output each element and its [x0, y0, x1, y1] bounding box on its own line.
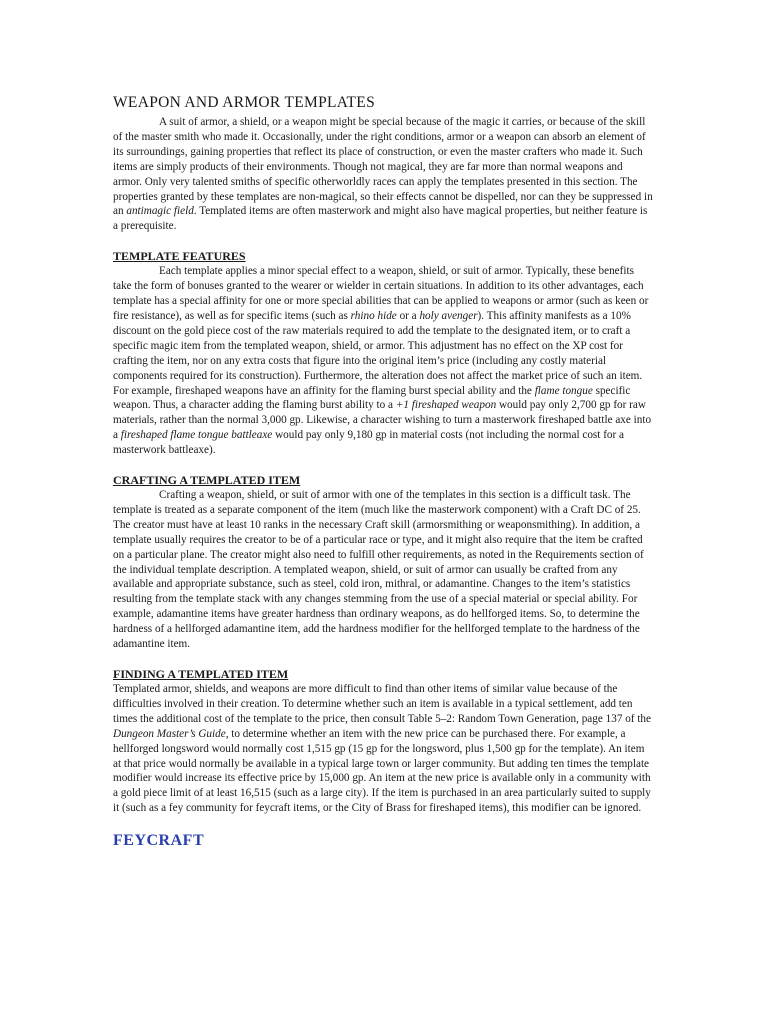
intro-text-2: . Templated items are often masterwork and might also have magical properties, but neither feature is a prerequisite. [113, 205, 648, 233]
template-features-heading: TEMPLATE FEATURES [113, 249, 246, 264]
tf-text-2: or a [396, 309, 420, 322]
document-page [113, 92, 653, 852]
template-features-paragraph [113, 264, 653, 458]
tf-italic-fireshaped-weapon: +1 fireshaped weapon [395, 399, 497, 412]
finding-text-1: Templated armor, shields, and weapons are more difficult to find than other items of similar value because of the difficulties involved in their creation. To determine whether such an item is available in a typical settlement, add ten times the additional cost of the template to the price, then consult Table 5–2: Random Town Generation, page 137 of the [113, 683, 651, 725]
tf-italic-rhino-hide: rhino hide [350, 309, 397, 322]
crafting-paragraph: Crafting a weapon, shield, or suit of armor with one of the templates in this section is a difficult task. The template is treated as a separate component of the item (much like the masterwork component) with a Craft DC of 25. The creator must have at least 10 ranks in the necessary Craft skill (armorsmithing or weaponsmithing). In addition, a template usually requires the creator to be of a particular race or type, and it might also require that the item be crafted on a particular plane. The creator might also need to fulfill other requirements, as noted in the Requirements section of the individual template description. A templated weapon, shield, or suit of armor can usually be crafted from any available and appropriate substance, such as steel, cold iron, mithral, or adamantine. Changes to the item’s statistics resulting from the template stack with any changes stemming from the use of a special material or special ability. For example, adamantine items have greater hardness than ordinary weapons, as do hellforged items. So, to determine the hardness of a hellforged adamantine item, add the hardness modifier for the hellforged template to the hardness of the adamantine item. [113, 489, 644, 651]
intro-italic-antimagic: antimagic field [126, 205, 194, 218]
tf-text-6: would pay only 9,180 gp in material costs (not including the normal cost for a masterwork battleaxe). [113, 429, 624, 457]
finding-heading: FINDING A TEMPLATED ITEM [113, 667, 289, 681]
finding-text-2: to determine whether an item with the new price can be purchased there. For example, a hellforged longsword would normally cost 1,515 gp (15 gp for the longsword, plus 1,500 gp for the template). An item at that price would normally be available in a typical large town or larger community. But adding ten times the template modifier would increase its effective price by 15,000 gp. An item at the new price is available only in a community with a gold piece limit of at least 16,515 (such as a large city). If the item is purchased in an area particularly suited to supply it (such as a fey community for feycraft items, or the City of Brass for fireshaped items), this modifier can be ignored. [113, 727, 651, 815]
tf-text-4: specific weapon. Thus, a character adding the flaming burst ability to a [113, 384, 631, 412]
tf-italic-fireshaped-battleaxe: fireshaped flame tongue battleaxe [120, 429, 273, 442]
page-title: WEAPON AND ARMOR TEMPLATES [113, 94, 375, 111]
tf-text-5: would pay only 2,700 gp for raw materials, rather than the normal 3,000 gp. Likewise, a character wishing to turn a masterwork fireshaped battle axe into a [113, 399, 652, 442]
tf-text-3: ). This affinity manifests as a 10% discount on the gold piece cost of the raw materials required to add the template to the designated item, or to craft a specific magic item from the templated weapon, shield, or armor. This adjustment has no effect on the XP cost for crafting the item, nor on any extra costs that figure into the original item’s price (including any costly material components required for its construction). Furthermore, the alteration does not affect the market price of such an item. For example, fireshaped weapons have an affinity for the flaming burst special ability and the [113, 309, 643, 397]
intro-paragraph [113, 115, 653, 234]
finding-paragraph [113, 682, 653, 816]
crafting-heading: CRAFTING A TEMPLATED ITEM [113, 473, 301, 488]
finding-italic-dmg: Dungeon Master’s Guide, [113, 727, 229, 740]
tf-italic-flame-tongue: flame tongue [534, 384, 593, 397]
feycraft-heading: FEYCRAFT [113, 832, 205, 850]
intro-text-1: A suit of armor, a shield, or a weapon might be special because of the magic it carries, or because of the skill of the master smith who made it. Occasionally, under the right conditions, armor or a weapon can absorb an element of its surroundings, gaining properties that reflect its place of construction, or even the master crafters who made it. Such items are simply products of their environments. Though not magical, they are far more than normal weapons and armor. Only very talented smiths of specific otherworldly races can apply the templates presented in this section. The properties granted by these templates are non-magical, so their effects cannot be dispelled, nor can they be suppressed in an [113, 116, 653, 218]
tf-text-1: Each template applies a minor special effect to a weapon, shield, or suit of armor. Typically, these benefits take the form of bonuses granted to the wearer or wielder in certain situations. In addition to its other advantages, each template has a special affinity for one or more special abilities that can be applied to weapons or armor (such as keen or fire resistance), as well as for specific items (such as [113, 265, 649, 322]
tf-italic-holy-avenger: holy avenger [419, 309, 478, 322]
